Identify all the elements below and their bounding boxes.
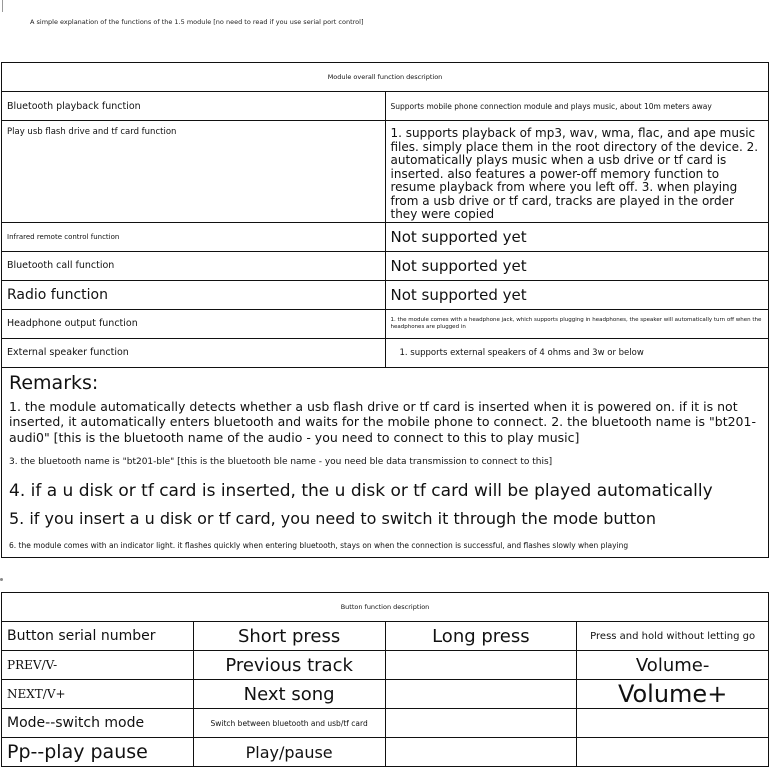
overview-header: Module overall function description [2, 63, 769, 92]
hold-action [577, 738, 769, 767]
short-press-action: Switch between bluetooth and usb/tf card [193, 709, 385, 738]
table-row [2, 222, 769, 251]
long-press-action [385, 738, 577, 767]
long-press-action [385, 680, 577, 709]
table-row [2, 92, 769, 121]
function-name: Bluetooth playback function [2, 92, 386, 121]
function-description: Supports mobile phone connection module and plays music, about 10m meters away [385, 92, 769, 121]
table-row [2, 338, 769, 367]
table-row [2, 680, 769, 709]
table-header-row [2, 622, 769, 651]
table-row [2, 280, 769, 309]
remarks-section [2, 367, 769, 558]
function-description: 1. supports playback of mp3, wav, wma, flac, and ape music files. simply place them in the root directory of the device. 2. automatically plays music when a usb drive or tf card is inserted. also features a power-off memory function to resume playback from where you left off. 3. when playing from a usb drive or tf card, tracks are played in the order they were copied [385, 121, 769, 223]
short-press-action: Play/pause [193, 738, 385, 767]
function-description: Not supported yet [385, 222, 769, 251]
column-header: Short press [193, 622, 385, 651]
function-description: Not supported yet [385, 251, 769, 280]
remark-item: 3. the bluetooth name is "bt201-ble" [this is the bluetooth ble name - you need ble data transmission to connect to this] [9, 457, 553, 467]
table-row [2, 309, 769, 338]
function-name: Infrared remote control function [2, 222, 386, 251]
short-press-action: Next song [193, 680, 385, 709]
function-description: 1. supports external speakers of 4 ohms and 3w or below [385, 338, 769, 367]
table-row [2, 251, 769, 280]
function-name: External speaker function [2, 338, 386, 367]
remarks-title: Remarks: [9, 371, 99, 394]
remark-item: 5. if you insert a u disk or tf card, you need to switch it through the mode button [9, 509, 656, 528]
button-id: Mode--switch mode [2, 709, 194, 738]
table-row [2, 121, 769, 223]
buttons-header: Button function description [2, 593, 769, 622]
page-title: A simple explanation of the functions of the 1.5 module [no need to read if you use serial port control] [30, 18, 364, 26]
function-description: Not supported yet [385, 280, 769, 309]
hold-action: Volume+ [577, 680, 769, 709]
column-header: Press and hold without letting go [577, 622, 769, 651]
button-id: PREV/V- [2, 651, 194, 680]
function-name: Radio function [2, 280, 386, 309]
function-description: 1. the module comes with a headphone jack, which supports plugging in headphones, the speaker will automatically turn off when the headphones are plugged in [385, 309, 769, 338]
button-id: Pp--play pause [2, 738, 194, 767]
hold-action [577, 709, 769, 738]
function-name: Bluetooth call function [2, 251, 386, 280]
button-function-table [1, 592, 769, 767]
corner-mark [2, 0, 3, 12]
table-row [2, 709, 769, 738]
function-name: Play usb flash drive and tf card function [2, 121, 386, 223]
long-press-action [385, 651, 577, 680]
function-overview-table [1, 62, 769, 558]
table-row [2, 651, 769, 680]
page-marker [0, 578, 3, 581]
remark-item: 6. the module comes with an indicator light. it flashes quickly when entering bluetooth, stays on when the connection is successful, and flashes slowly when playing [9, 541, 629, 550]
long-press-action [385, 709, 577, 738]
button-id: NEXT/V+ [2, 680, 194, 709]
table-row [2, 738, 769, 767]
function-name: Headphone output function [2, 309, 386, 338]
short-press-action: Previous track [193, 651, 385, 680]
hold-action: Volume- [577, 651, 769, 680]
remark-item: 4. if a u disk or tf card is inserted, the u disk or tf card will be played automatically [9, 481, 713, 501]
column-header: Button serial number [2, 622, 194, 651]
column-header: Long press [385, 622, 577, 651]
remark-item: 1. the module automatically detects whether a usb flash drive or tf card is inserted when it is powered on. if it is not inserted, it automatically enters bluetooth and waits for the mobile phone to connect. 2. the bluetooth name is "bt201-audi0" [this is the bluetooth name of the audio - you need to connect to this to play music] [9, 398, 756, 445]
